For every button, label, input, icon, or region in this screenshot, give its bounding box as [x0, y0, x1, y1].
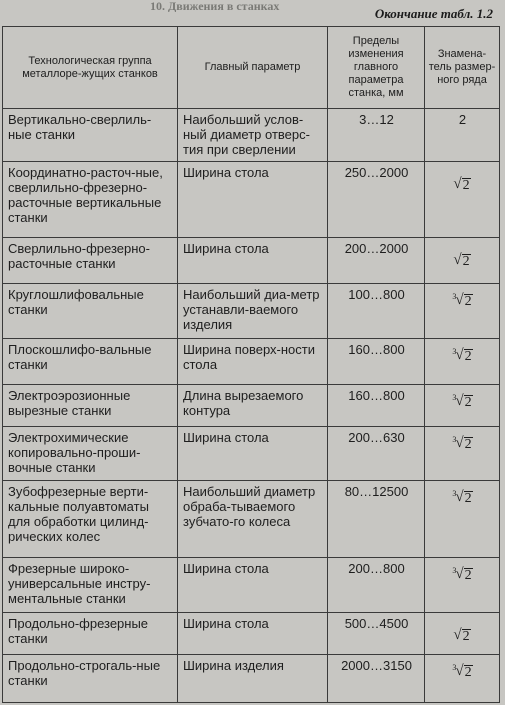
radical-sign-icon: √	[455, 566, 464, 583]
cell-range: 160…800	[328, 385, 425, 427]
cell-group: Круглошлифовальные станки	[3, 284, 178, 339]
table-row	[3, 480, 500, 557]
root-index: 3	[452, 292, 457, 302]
table-row	[3, 558, 500, 613]
cell-range: 80…12500	[328, 480, 425, 557]
root-index: 3	[452, 434, 457, 444]
root-radicand: 2	[464, 436, 472, 452]
cell-range: 100…800	[328, 284, 425, 339]
root-index: 3	[452, 393, 457, 403]
root-radicand: 2	[464, 349, 472, 365]
cell-ratio: 2	[425, 109, 500, 162]
cell-param: Ширина стола	[178, 238, 328, 284]
table-row	[3, 654, 500, 702]
cell-ratio	[425, 426, 500, 480]
cell-param: Ширина изделия	[178, 654, 328, 702]
cell-ratio	[425, 613, 500, 655]
root-radicand: 2	[464, 490, 472, 506]
radical-sign-icon: √	[455, 662, 464, 679]
root-radicand: 2	[464, 664, 472, 680]
table-caption: Окончание табл. 1.2	[374, 6, 493, 21]
cell-ratio	[425, 284, 500, 339]
cell-param: Наибольший диа-метр устанавли-ваемого изделия	[178, 284, 328, 339]
table-row	[3, 426, 500, 480]
root-expression	[452, 490, 472, 506]
root-expression	[454, 628, 470, 644]
header-group: Технологическая группа металлоре-жущих станков	[3, 27, 178, 109]
root-expression	[452, 348, 472, 364]
radical-sign-icon: √	[455, 393, 464, 410]
cell-range: 2000…3150	[328, 654, 425, 702]
cell-param: Ширина стола	[178, 558, 328, 613]
cell-param: Ширина стола	[178, 613, 328, 655]
root-radicand: 2	[462, 178, 470, 194]
cell-ratio	[425, 654, 500, 702]
cell-ratio	[425, 162, 500, 238]
cell-range: 250…2000	[328, 162, 425, 238]
cell-param: Наибольший услов-ный диаметр отверс-тия при сверлении	[178, 109, 328, 162]
table-row	[3, 284, 500, 339]
cell-group: Продольно-фрезерные станки	[3, 613, 178, 655]
radical-sign-icon: √	[455, 488, 464, 505]
radical-sign-icon: √	[453, 252, 462, 269]
root-radicand: 2	[462, 254, 470, 270]
machine-tools-table	[2, 26, 500, 703]
root-radicand: 2	[464, 395, 472, 411]
cell-param: Ширина поверх-ности стола	[178, 339, 328, 385]
cell-group: Электрохимические копировально-проши-вочные станки	[3, 426, 178, 480]
root-index: 3	[452, 347, 457, 357]
root-expression	[452, 293, 472, 309]
cell-ratio	[425, 385, 500, 427]
table-row	[3, 613, 500, 655]
cell-range: 200…2000	[328, 238, 425, 284]
cell-group: Сверлильно-фрезерно-расточные станки	[3, 238, 178, 284]
bleed-through-heading: 10. Движения в станках	[150, 0, 280, 12]
root-index: 3	[452, 662, 457, 672]
cell-group: Плоскошлифо-вальные станки	[3, 339, 178, 385]
root-radicand: 2	[462, 629, 470, 645]
table-row	[3, 385, 500, 427]
cell-group: Зубофрезерные верти-кальные полуавтоматы для обработки цилинд-рических колес	[3, 480, 178, 557]
radical-sign-icon: √	[455, 434, 464, 451]
cell-group: Электроэрозионные вырезные станки	[3, 385, 178, 427]
cell-range: 160…800	[328, 339, 425, 385]
radical-sign-icon: √	[455, 347, 464, 364]
root-expression	[452, 394, 472, 410]
cell-param: Ширина стола	[178, 162, 328, 238]
cell-group: Координатно-расточ-ные, сверлильно-фрезерно-расточные вертикальные станки	[3, 162, 178, 238]
root-expression	[452, 436, 472, 452]
table-row	[3, 238, 500, 284]
header-param: Главный параметр	[178, 27, 328, 109]
root-expression	[452, 664, 472, 680]
cell-group: Фрезерные широко-универсальные инстру-ментальные станки	[3, 558, 178, 613]
cell-group: Вертикально-сверлиль-ные станки	[3, 109, 178, 162]
radical-sign-icon: √	[453, 627, 462, 644]
cell-param: Ширина стола	[178, 426, 328, 480]
cell-range: 3…12	[328, 109, 425, 162]
radical-sign-icon: √	[453, 176, 462, 193]
cell-ratio	[425, 558, 500, 613]
header-range: Пределы изменения главного параметра станка, мм	[328, 27, 425, 109]
cell-range: 500…4500	[328, 613, 425, 655]
root-expression	[454, 253, 470, 269]
cell-range: 200…630	[328, 426, 425, 480]
cell-group: Продольно-строгаль-ные станки	[3, 654, 178, 702]
root-radicand: 2	[464, 568, 472, 584]
root-expression	[454, 177, 470, 193]
cell-ratio	[425, 238, 500, 284]
table-row	[3, 339, 500, 385]
root-index: 3	[452, 566, 457, 576]
table-row	[3, 109, 500, 162]
cell-param: Длина вырезаемого контура	[178, 385, 328, 427]
root-index: 3	[452, 488, 457, 498]
header-ratio: Знамена-тель размер-ного ряда	[425, 27, 500, 109]
cell-range: 200…800	[328, 558, 425, 613]
radical-sign-icon: √	[455, 292, 464, 309]
root-expression	[452, 567, 472, 583]
cell-ratio	[425, 339, 500, 385]
cell-param: Наибольший диаметр обраба-тываемого зубчато-го колеса	[178, 480, 328, 557]
table-row	[3, 162, 500, 238]
cell-ratio	[425, 480, 500, 557]
root-radicand: 2	[464, 294, 472, 310]
header-row	[3, 27, 500, 109]
